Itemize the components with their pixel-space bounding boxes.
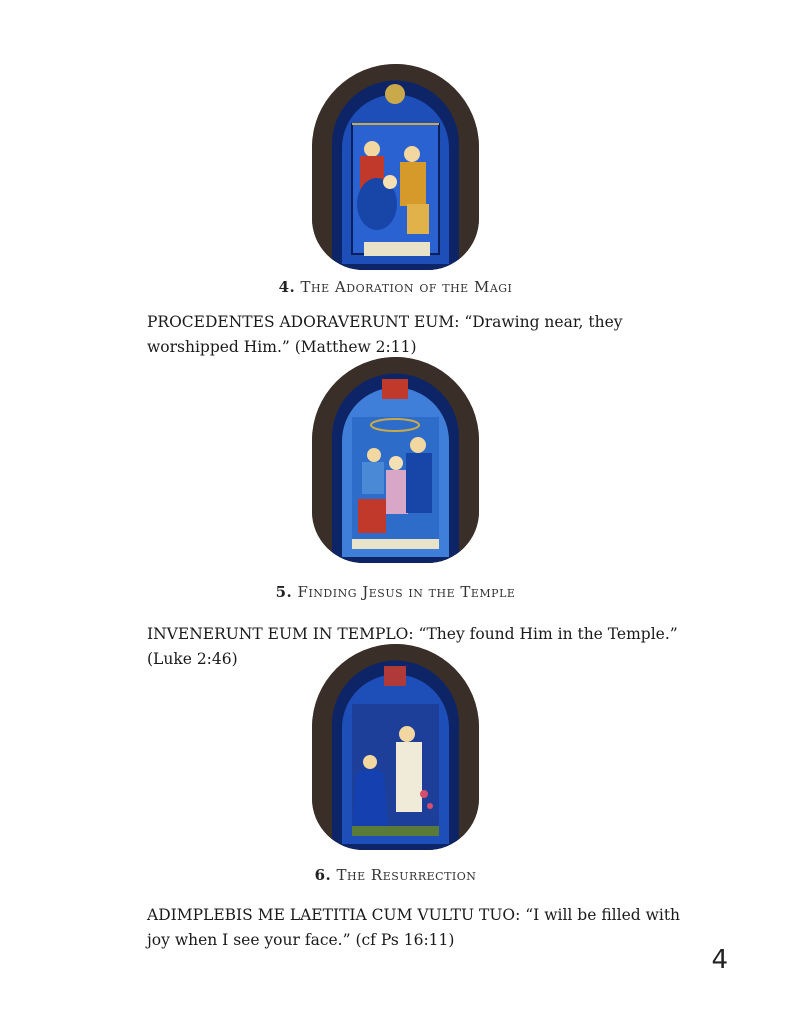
caption-title: The Adoration of the Magi: [300, 278, 513, 296]
section-text-4: PROCEDENTES ADORAVERUNT EUM: “Drawing near, they worshipped Him.” (Matthew 2:11): [147, 313, 623, 356]
stained-glass-image-magi: [312, 64, 479, 270]
caption-number: 5.: [275, 583, 293, 601]
section-caption-4: [0, 278, 791, 296]
caption-title: The Resurrection: [336, 866, 477, 884]
caption-number: 6.: [314, 866, 332, 884]
caption-title: Finding Jesus in the Temple: [297, 583, 516, 601]
section-text-5: INVENERUNT EUM IN TEMPLO: “They found Him in the Temple.” (Luke 2:46): [147, 625, 678, 668]
stained-glass-image-temple: [312, 357, 479, 563]
section-caption-6: [0, 866, 791, 884]
page-number: 4: [711, 945, 728, 975]
stained-glass-image-resurrection: [312, 644, 479, 850]
section-caption-5: [0, 583, 791, 601]
caption-number: 4.: [278, 278, 296, 296]
section-text-6: ADIMPLEBIS ME LAETITIA CUM VULTU TUO: “I will be filled with joy when I see your face.” (cf Ps 16:11): [147, 906, 681, 949]
